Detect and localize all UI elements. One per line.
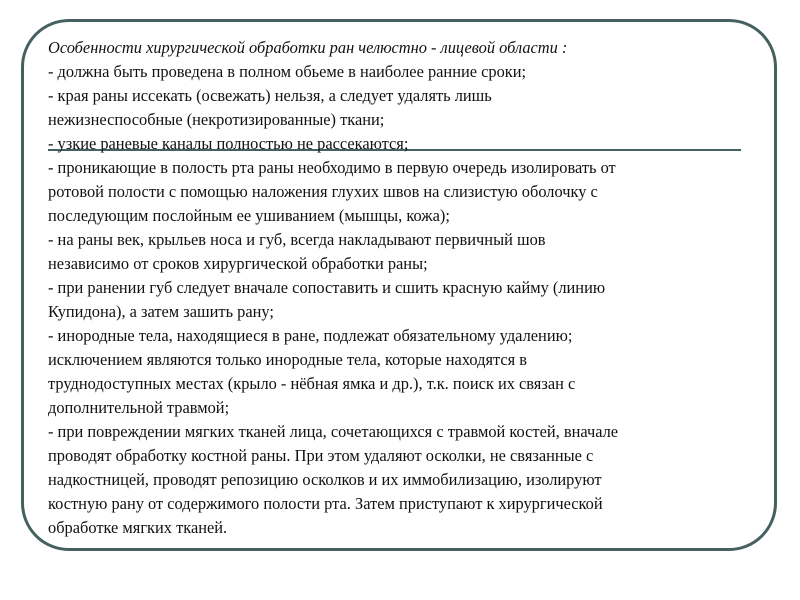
text-line: - края раны иссекать (освежать) нельзя, а следует удалять лишь	[48, 86, 492, 105]
text-line: - узкие раневые каналы полностью не рассекаются;	[48, 134, 409, 153]
text-line: ротовой полости с помощью наложения глухих швов на слизистую оболочку с	[48, 182, 598, 201]
text-line: исключением являются только инородные тела, которые находятся в	[48, 350, 528, 369]
slide-title: Особенности хирургической обработки ран челюстно - лицевой области :	[48, 38, 568, 57]
text-line: - проникающие в полость рта раны необходимо в первую очередь изолировать от	[48, 158, 616, 177]
text-line: дополнительной травмой;	[48, 398, 230, 417]
text-line: надкостницей, проводят репозицию осколков и их иммобилизацию, изолируют	[48, 470, 602, 489]
text-line: последующим послойным ее ушиванием (мышцы, кожа);	[48, 206, 450, 225]
text-line: нежизнеспособные (некротизированные) ткани;	[48, 110, 385, 129]
text-line: обработке мягких тканей.	[48, 518, 228, 537]
text-line: - при ранении губ следует вначале сопоставить и сшить красную кайму (линию	[48, 278, 606, 297]
text-line: труднодоступных местах (крыло - нёбная ямка и др.), т.к. поиск их связан с	[48, 374, 576, 393]
text-line: - должна быть проведена в полном обьеме в наиболее ранние сроки;	[48, 62, 527, 81]
slide-text-block	[48, 36, 754, 540]
text-line: - инородные тела, находящиеся в ране, подлежат обязательному удалению;	[48, 326, 573, 345]
text-line: - на раны век, крыльев носа и губ, всегда накладывают первичный шов	[48, 230, 546, 249]
text-line: проводят обработку костной раны. При этом удаляют осколки, не связанные с	[48, 446, 594, 465]
text-line: независимо от сроков хирургической обработки раны;	[48, 254, 428, 273]
text-line: Купидона), а затем зашить рану;	[48, 302, 274, 321]
text-line: костную рану от содержимого полости рта. Затем приступают к хирургической	[48, 494, 603, 513]
text-line: - при повреждении мягких тканей лица, сочетающихся с травмой костей, вначале	[48, 422, 619, 441]
